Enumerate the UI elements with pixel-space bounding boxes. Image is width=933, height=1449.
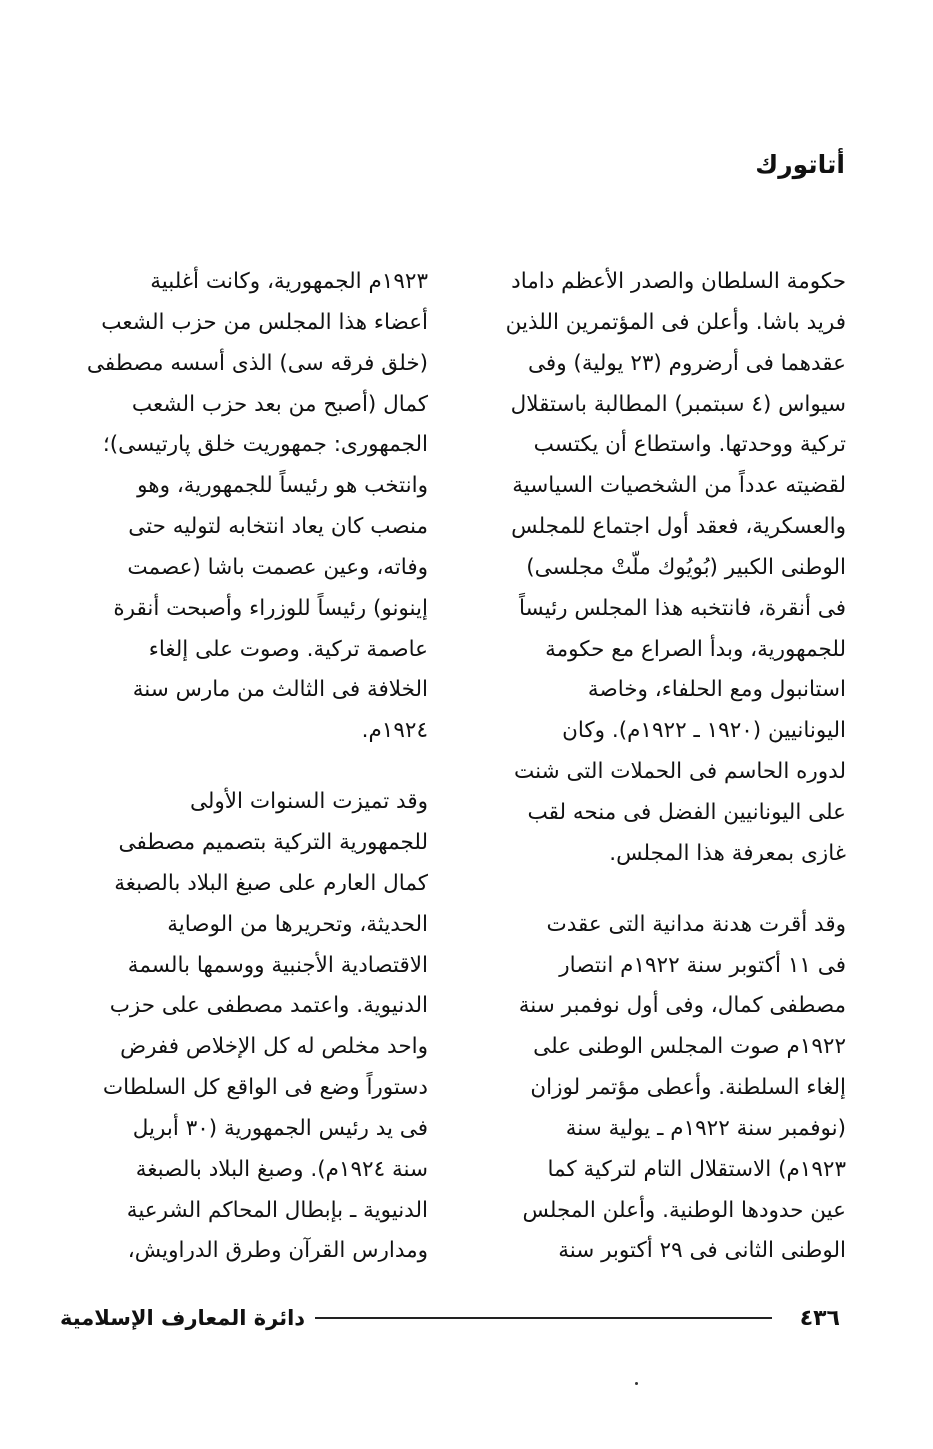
text-line: إينونو) رئيساً للوزراء وأصبحت أنقرة (113, 595, 428, 621)
text-line: الوطنى الثانى فى ٢٩ أكتوبر سنة (558, 1238, 846, 1264)
text-line: ١٩٢٤م. (361, 718, 428, 744)
text-line: وقد أقرت هدنة مدانية التى عقدت (546, 911, 846, 937)
text-line: فريد باشا. وأعلن فى المؤتمرين اللذين (505, 309, 846, 335)
text-line: ومدارس القرآن وطرق الدراويش، (127, 1238, 428, 1264)
text-line: الدنيوية. واعتمد مصطفى على حزب (109, 993, 428, 1019)
text-line: عقدهما فى أرضروم (٢٣ يولية) وفى (528, 350, 846, 376)
paragraph (58, 262, 428, 752)
text-line: الجمهورى: جمهوريت خلق پارتيسى)؛ (102, 432, 428, 458)
text-line: اليونانيين (١٩٢٠ ـ ١٩٢٢م). وكان (562, 718, 846, 744)
text-line: كمال (أصبح من بعد حزب الشعب (131, 391, 428, 417)
text-line: منصب كان يعاد انتخابه لتوليه حتى (128, 514, 428, 540)
paragraph-spacer (58, 752, 428, 782)
running-title: أتاتورك (755, 150, 845, 179)
text-line: سنة ١٩٢٤م). وصبغ البلاد بالصبغة (135, 1156, 428, 1182)
text-line: واحد مخلص له كل الإخلاص ففرض (120, 1034, 428, 1060)
paragraph-spacer (476, 875, 846, 905)
text-line: الخلافة فى الثالث من مارس سنة (132, 677, 428, 703)
text-line: (خلق فرقه سى) الذى أسسه مصطفى (86, 350, 428, 376)
text-line: الحديثة، وتحريرها من الوصاية (167, 911, 428, 937)
text-line: وفاته، وعين عصمت باشا (عصمت (127, 554, 428, 580)
text-line: للجمهورية التركية بتصميم مصطفى (118, 829, 428, 855)
text-line: أعضاء هذا المجلس من حزب الشعب (101, 309, 428, 335)
page-number: ٤٣٦ (799, 1305, 840, 1331)
text-line: ١٩٢٢م صوت المجلس الوطنى على (533, 1034, 846, 1060)
text-line: لدوره الحاسم فى الحملات التى شنت (514, 759, 846, 785)
text-line: مصطفى كمال، وفى أول نوفمبر سنة (518, 993, 846, 1019)
right-text-column (476, 262, 846, 1272)
text-line: إلغاء السلطنة. وأعطى مؤتمر لوزان (530, 1075, 846, 1101)
text-line: كمال العارم على صبغ البلاد بالصبغة (114, 870, 428, 896)
text-line: ١٩٢٣م) الاستقلال التام لتركية كما (547, 1156, 846, 1182)
text-line: الاقتصادية الأجنبية ووسمها بالسمة (127, 952, 428, 978)
text-line: لقضيته عدداً من الشخصيات السياسية (512, 473, 846, 499)
text-line: حكومة السلطان والصدر الأعظم داماد (511, 269, 846, 294)
text-line: تركية ووحدتها. واستطاع أن يكتسب (533, 432, 846, 458)
paragraph (476, 262, 846, 875)
text-line: غازى بمعرفة هذا المجلس. (609, 840, 846, 866)
text-line: وقد تميزت السنوات الأولى (189, 789, 428, 815)
text-line: (نوفمبر سنة ١٩٢٢م ـ يولية سنة (565, 1115, 846, 1141)
text-line: فى ١١ أكتوبر سنة ١٩٢٢م انتصار (559, 952, 846, 978)
text-line: عين حدودها الوطنية. وأعلن المجلس (522, 1197, 846, 1223)
text-line: استانبول ومع الحلفاء، وخاصة (587, 677, 846, 703)
text-line: للجمهورية، وبدأ الصراع مع حكومة (545, 636, 846, 662)
footer-rule (315, 1317, 772, 1319)
page-footer (60, 1298, 840, 1338)
text-line: الوطنى الكبير (بُويُوك ملّتْ مجلسى) (526, 554, 846, 580)
paragraph (476, 905, 846, 1273)
left-text-column (58, 262, 428, 1272)
text-line: عاصمة تركية. وصوت على إلغاء (148, 636, 428, 662)
text-line: ١٩٢٣م الجمهورية، وكانت أغلبية (150, 269, 428, 294)
text-line: وانتخب هو رئيساً للجمهورية، وهو (137, 473, 428, 499)
text-line: دستوراً وضع فى الواقع كل السلطات (102, 1075, 428, 1101)
scan-speck (635, 1382, 638, 1385)
text-line: على اليونانيين الفضل فى منحه لقب (527, 799, 846, 825)
text-line: والعسكرية، فعقد أول اجتماع للمجلس (511, 514, 846, 540)
text-line: فى يد رئيس الجمهورية (٣٠ أبريل (132, 1115, 428, 1141)
text-line: سيواس (٤ سبتمبر) المطالبة باستقلال (510, 391, 846, 417)
paragraph (58, 782, 428, 1272)
text-line: فى أنقرة، فانتخبه هذا المجلس رئيساً (518, 595, 846, 621)
publication-title: دائرة المعارف الإسلامية (60, 1306, 306, 1330)
text-line: الدنيوية ـ بإبطال المحاكم الشرعية (126, 1197, 428, 1223)
